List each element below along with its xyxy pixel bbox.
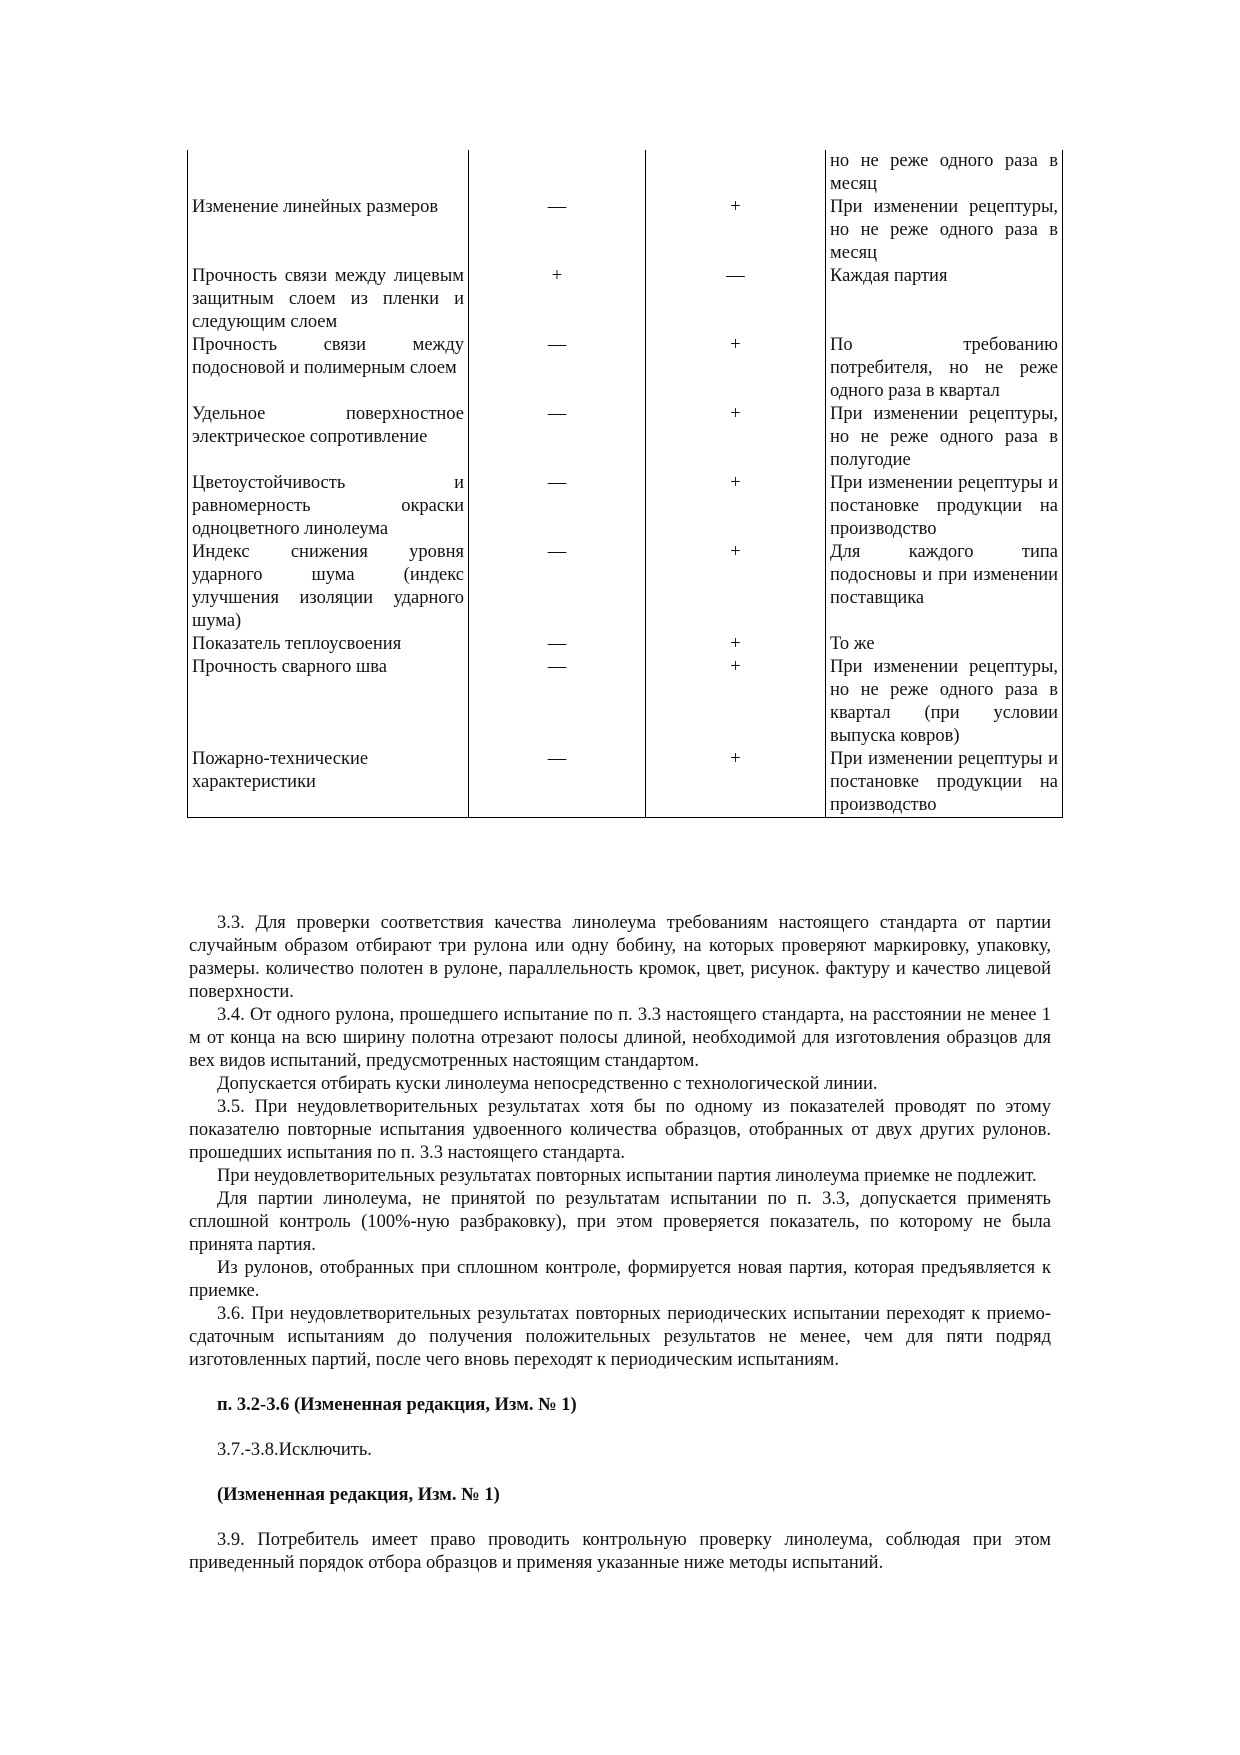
acceptance-test-cell: — — [469, 334, 646, 403]
acceptance-test-cell — [469, 150, 646, 196]
acceptance-test-cell: + — [469, 265, 646, 334]
periodic-test-cell — [646, 150, 826, 196]
table-row — [188, 403, 1063, 472]
table-row — [188, 656, 1063, 748]
indicator-cell: Прочность сварного шва — [188, 656, 469, 748]
paragraph-3-9: 3.9. Потребитель имеет право проводить контрольную проверку линолеума, соблюдая при этом приведенный порядок отбора образцов и применяя указанные ниже методы испытаний. — [189, 1530, 1051, 1573]
frequency-cell: При изменении рецептуры и постановке продукции на производство — [826, 472, 1063, 541]
indicator-cell: Удельное поверхностное электрическое сопротивление — [188, 403, 469, 472]
table-row — [188, 541, 1063, 633]
table-row — [188, 748, 1063, 818]
table-row — [188, 196, 1063, 265]
paragraph-3-7-3-8: 3.7.-3.8.Исключить. — [217, 1440, 372, 1460]
indicator-cell — [188, 150, 469, 196]
paragraph-3-5-full-control: Для партии линолеума, не принятой по результатам испытании по п. 3.3, допускается применять сплошной контроль (100%-ную разбраковку), при этом проверяется показатель, по которому не была принята партия. — [189, 1189, 1051, 1255]
table-row — [188, 334, 1063, 403]
acceptance-test-cell: — — [469, 633, 646, 656]
periodic-test-cell: + — [646, 748, 826, 818]
frequency-cell: При изменении рецептуры, но не реже одного раза в месяц — [826, 196, 1063, 265]
frequency-cell: По требованию потребителя, но не реже одного раза в квартал — [826, 334, 1063, 403]
indicator-cell: Показатель теплоусвоения — [188, 633, 469, 656]
paragraph-3-5: 3.5. При неудовлетворительных результатах хотя бы по одному из показателей проводят по этому показателю повторные испытания удвоенного количества образцов, отобранных от двух других рулонов. прошедших испытания по п. 3.3 настоящего стандарта. — [189, 1097, 1051, 1163]
frequency-cell: При изменении рецептуры, но не реже одного раза в квартал (при условии выпуска ковров) — [826, 656, 1063, 748]
indicator-cell: Индекс снижения уровня ударного шума (индекс улучшения изоляции ударного шума) — [188, 541, 469, 633]
acceptance-test-cell: — — [469, 403, 646, 472]
indicator-cell: Цветоустойчивость и равномерность окраски одноцветного линолеума — [188, 472, 469, 541]
paragraph-3-6: 3.6. При неудовлетворительных результатах повторных периодических испытании переходят к приемо-сдаточным испытаниям до получения положительных результатов не менее, чем для пяти подряд изготовленных партий, после чего вновь переходят к периодическим испытаниям. — [189, 1304, 1051, 1370]
indicator-cell: Прочность связи между подосновой и полимерным слоем — [188, 334, 469, 403]
indicator-cell: Изменение линейных размеров — [188, 196, 469, 265]
periodic-test-cell: + — [646, 334, 826, 403]
table-row — [188, 150, 1063, 196]
periodic-test-cell: + — [646, 541, 826, 633]
document-body — [189, 912, 1051, 1575]
frequency-cell: То же — [826, 633, 1063, 656]
revision-note-1: п. 3.2-3.6 (Измененная редакция, Изм. № 1) — [217, 1395, 577, 1415]
indicator-cell: Пожарно-технические характеристики — [188, 748, 469, 818]
inspection-table — [187, 150, 1063, 818]
periodic-test-cell: + — [646, 403, 826, 472]
table-row — [188, 472, 1063, 541]
paragraph-3-4: 3.4. От одного рулона, прошедшего испытание по п. 3.3 настоящего стандарта, на расстоянии не менее 1 м от конца на всю ширину полотна отрезают полосы длиной, необходимой для изготовления образцов для вех видов испытаний, предусмотренных настоящим стандартом. — [189, 1005, 1051, 1071]
periodic-test-cell: + — [646, 472, 826, 541]
frequency-cell: При изменении рецептуры, но не реже одного раза в полугодие — [826, 403, 1063, 472]
frequency-cell: но не реже одного раза в месяц — [826, 150, 1063, 196]
periodic-test-cell: — — [646, 265, 826, 334]
acceptance-test-cell: — — [469, 472, 646, 541]
paragraph-3-5-new-batch: Из рулонов, отобранных при сплошном контроле, формируется новая партия, которая предъявляется к приемке. — [189, 1258, 1051, 1301]
acceptance-test-cell: — — [469, 748, 646, 818]
frequency-cell: Каждая партия — [826, 265, 1063, 334]
frequency-cell: Для каждого типа подосновы и при изменении поставщика — [826, 541, 1063, 633]
frequency-cell: При изменении рецептуры и постановке продукции на производство — [826, 748, 1063, 818]
paragraph-3-5-repeat: При неудовлетворительных результатах повторных испытании партия линолеума приемке не подлежит. — [217, 1166, 1037, 1186]
paragraph-3-3: 3.3. Для проверки соответствия качества линолеума требованиям настоящего стандарта от партии случайным образом отбирают три рулона или одну бобину, на которых проверяют маркировку, упаковку, размеры. количество полотен в рулоне, параллельность кромок, цвет, рисунок. фактуру и качество лицевой поверхности. — [189, 913, 1051, 1002]
acceptance-test-cell: — — [469, 656, 646, 748]
table-row — [188, 265, 1063, 334]
indicator-cell: Прочность связи между лицевым защитным слоем из пленки и следующим слоем — [188, 265, 469, 334]
table-row — [188, 633, 1063, 656]
acceptance-test-cell: — — [469, 541, 646, 633]
revision-note-2: (Измененная редакция, Изм. № 1) — [217, 1485, 500, 1505]
periodic-test-cell: + — [646, 656, 826, 748]
periodic-test-cell: + — [646, 196, 826, 265]
periodic-test-cell: + — [646, 633, 826, 656]
acceptance-test-cell: — — [469, 196, 646, 265]
paragraph-3-4-note: Допускается отбирать куски линолеума непосредственно с технологической линии. — [217, 1074, 878, 1094]
